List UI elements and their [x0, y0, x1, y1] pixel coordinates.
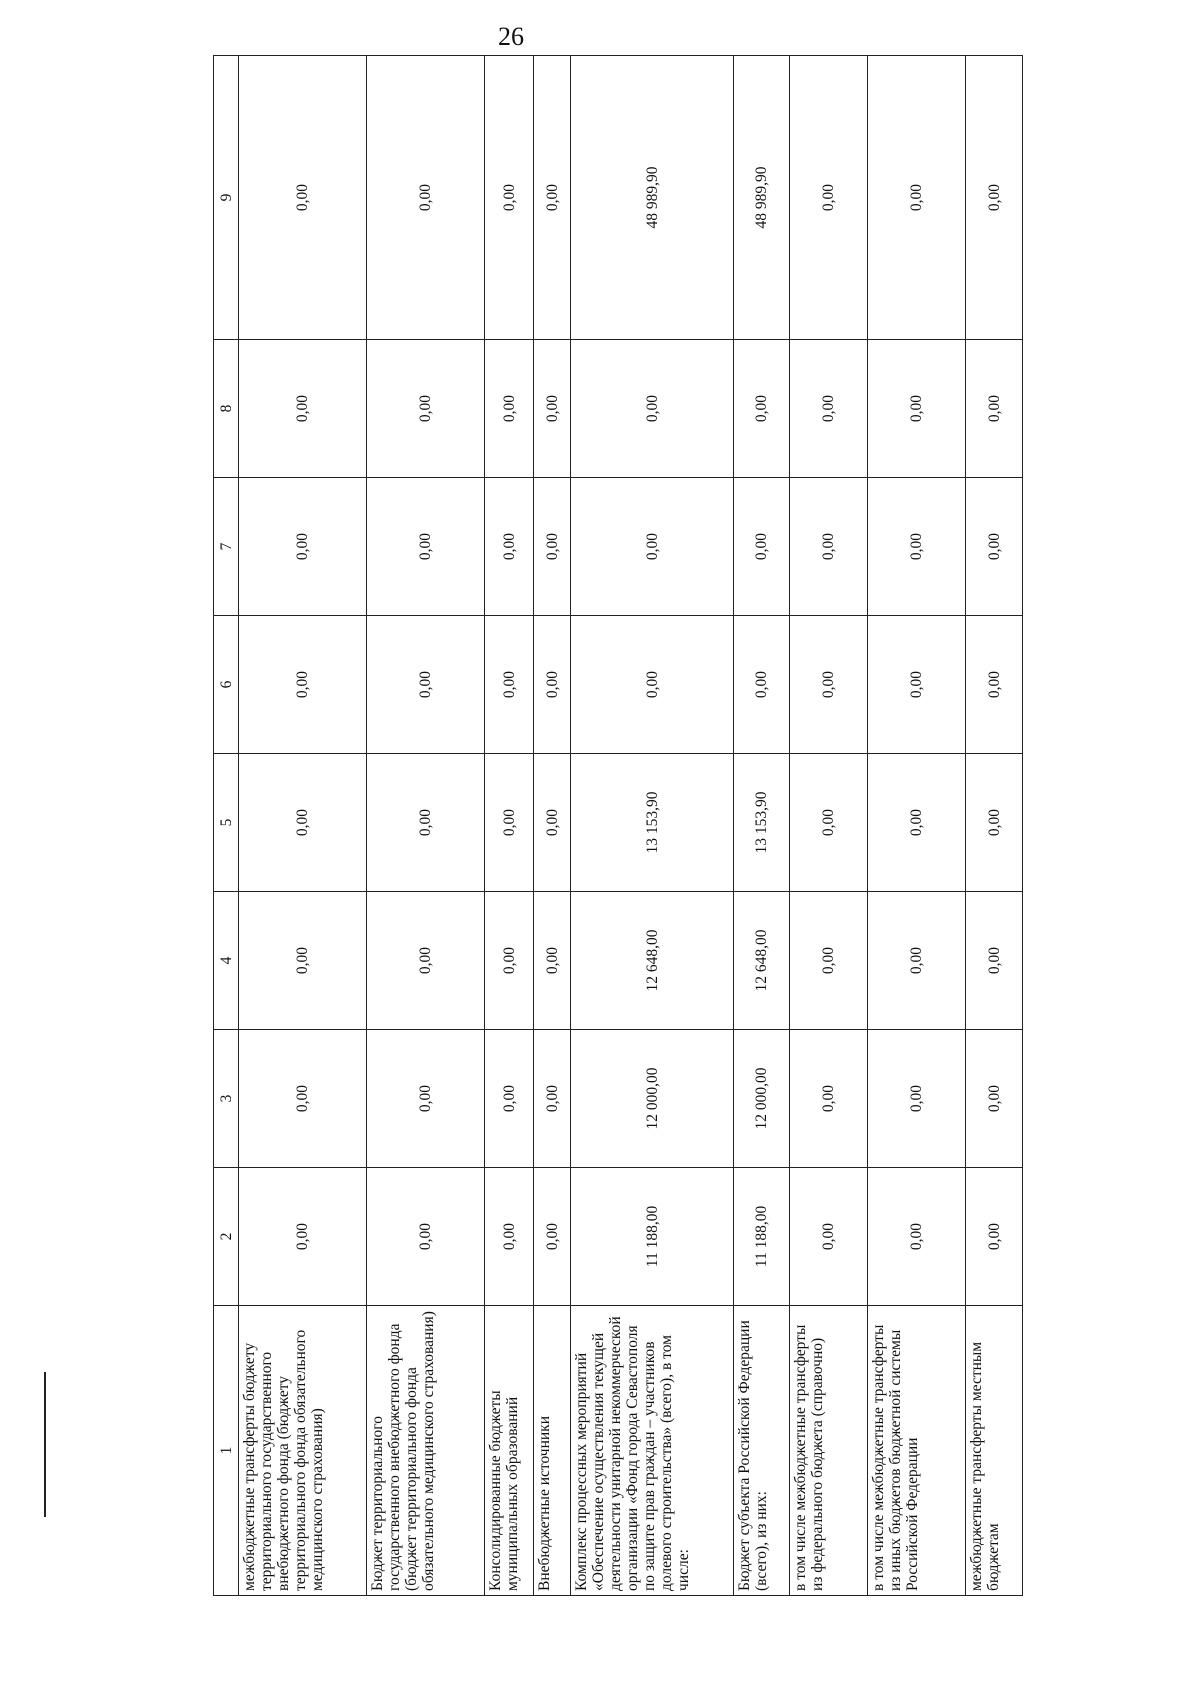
table-cell: 0,00	[367, 754, 485, 892]
table-cell: 0,00	[534, 340, 571, 478]
table-cell: 0,00	[485, 616, 534, 754]
table-row	[734, 56, 790, 1596]
table-cell: 0,00	[239, 340, 367, 478]
table-row	[571, 56, 734, 1596]
column-header: 7	[214, 478, 239, 616]
row-label: Комплекс процессных мероприятий «Обеспечение осуществления текущей деятельности унитарной некоммерческой организации «Фонд города Севастополя по защите прав граждан – участников долевого строительства» (всего), в том числе:	[571, 1306, 734, 1596]
table-cell: 0,00	[485, 340, 534, 478]
table-cell: 48 989,90	[734, 56, 790, 340]
column-header: 1	[214, 1306, 239, 1596]
table-row	[789, 56, 867, 1596]
table-cell: 0,00	[239, 1168, 367, 1306]
table-cell: 0,00	[571, 340, 734, 478]
column-header: 8	[214, 340, 239, 478]
table-cell: 0,00	[571, 478, 734, 616]
table-cell: 0,00	[966, 56, 1023, 340]
table-cell: 0,00	[868, 1030, 966, 1168]
table-cell: 0,00	[789, 1168, 867, 1306]
column-header: 3	[214, 1030, 239, 1168]
table-cell: 0,00	[789, 56, 867, 340]
table-cell: 0,00	[571, 616, 734, 754]
budget-table	[213, 55, 1023, 1596]
margin-rule	[44, 1372, 46, 1517]
table-cell: 11 188,00	[571, 1168, 734, 1306]
table-cell: 0,00	[534, 478, 571, 616]
table-cell: 0,00	[868, 1168, 966, 1306]
table-cell: 0,00	[789, 616, 867, 754]
table-cell: 0,00	[966, 478, 1023, 616]
table-cell: 0,00	[367, 340, 485, 478]
table-cell: 0,00	[367, 1168, 485, 1306]
table-cell: 0,00	[534, 56, 571, 340]
table-cell: 12 000,00	[734, 1030, 790, 1168]
row-label: в том числе межбюджетные трансферты из федерального бюджета (справочно)	[789, 1306, 867, 1596]
table-row	[367, 56, 485, 1596]
table-cell: 0,00	[485, 754, 534, 892]
table-cell: 0,00	[868, 754, 966, 892]
table-cell: 0,00	[534, 892, 571, 1030]
table-cell: 0,00	[239, 56, 367, 340]
table-cell: 13 153,90	[571, 754, 734, 892]
table-cell: 0,00	[789, 1030, 867, 1168]
table-cell: 0,00	[868, 340, 966, 478]
page-number: 26	[498, 22, 524, 51]
table-cell: 12 648,00	[571, 892, 734, 1030]
table-cell: 0,00	[534, 754, 571, 892]
table-cell: 12 000,00	[571, 1030, 734, 1168]
table-row	[868, 56, 966, 1596]
table-cell: 0,00	[966, 616, 1023, 754]
table-cell: 0,00	[534, 616, 571, 754]
table-cell: 0,00	[734, 340, 790, 478]
table-cell: 11 188,00	[734, 1168, 790, 1306]
table-cell: 0,00	[868, 616, 966, 754]
header-row	[214, 56, 239, 1596]
table-cell: 0,00	[367, 478, 485, 616]
table-cell: 0,00	[734, 616, 790, 754]
row-label: Бюджет территориального государственного внебюджетного фонда (бюджет территориального фонда обязательного медицинского страхования)	[367, 1306, 485, 1596]
table-cell: 0,00	[789, 340, 867, 478]
table-cell: 0,00	[239, 1030, 367, 1168]
table-cell: 0,00	[966, 340, 1023, 478]
row-label: Бюджет субъекта Российской Федерации (всего), из них:	[734, 1306, 790, 1596]
table-cell: 0,00	[966, 1168, 1023, 1306]
table-cell: 0,00	[966, 754, 1023, 892]
table-cell: 12 648,00	[734, 892, 790, 1030]
table-cell: 0,00	[868, 892, 966, 1030]
table-cell: 0,00	[239, 478, 367, 616]
row-label: межбюджетные трансферты местным бюджетам	[966, 1306, 1023, 1596]
table-cell: 0,00	[485, 892, 534, 1030]
rotated-table-wrapper	[213, 56, 1023, 1596]
table-cell: 0,00	[239, 616, 367, 754]
column-header: 4	[214, 892, 239, 1030]
table-cell: 0,00	[966, 1030, 1023, 1168]
column-header: 9	[214, 56, 239, 340]
table-cell: 0,00	[485, 1168, 534, 1306]
table-cell: 0,00	[367, 1030, 485, 1168]
row-label: межбюджетные трансферты бюджету территориального государственного внебюджетного фонда (бюджету территориального фонда обязательного медицинского страхования)	[239, 1306, 367, 1596]
table-row	[966, 56, 1023, 1596]
table-cell: 0,00	[367, 56, 485, 340]
table-row	[239, 56, 367, 1596]
table-row	[534, 56, 571, 1596]
table-cell: 0,00	[534, 1168, 571, 1306]
table-cell: 0,00	[789, 892, 867, 1030]
row-label: Консолидированные бюджеты муниципальных образований	[485, 1306, 534, 1596]
table-cell: 0,00	[868, 56, 966, 340]
table-cell: 0,00	[868, 478, 966, 616]
column-header: 6	[214, 616, 239, 754]
table-cell: 0,00	[789, 478, 867, 616]
table-cell: 0,00	[485, 1030, 534, 1168]
table-cell: 0,00	[239, 892, 367, 1030]
table-cell: 0,00	[534, 1030, 571, 1168]
table-cell: 0,00	[367, 616, 485, 754]
table-cell: 0,00	[367, 892, 485, 1030]
column-header: 5	[214, 754, 239, 892]
row-label: в том числе межбюджетные трансферты из иных бюджетов бюджетной системы Российской Федерации	[868, 1306, 966, 1596]
table-cell: 0,00	[239, 754, 367, 892]
table-cell: 48 989,90	[571, 56, 734, 340]
column-header: 2	[214, 1168, 239, 1306]
table-cell: 13 153,90	[734, 754, 790, 892]
table-cell: 0,00	[789, 754, 867, 892]
table-cell: 0,00	[485, 478, 534, 616]
table-row	[485, 56, 534, 1596]
table-cell: 0,00	[734, 478, 790, 616]
table-cell: 0,00	[485, 56, 534, 340]
row-label: Внебюджетные источники	[534, 1306, 571, 1596]
table-cell: 0,00	[966, 892, 1023, 1030]
